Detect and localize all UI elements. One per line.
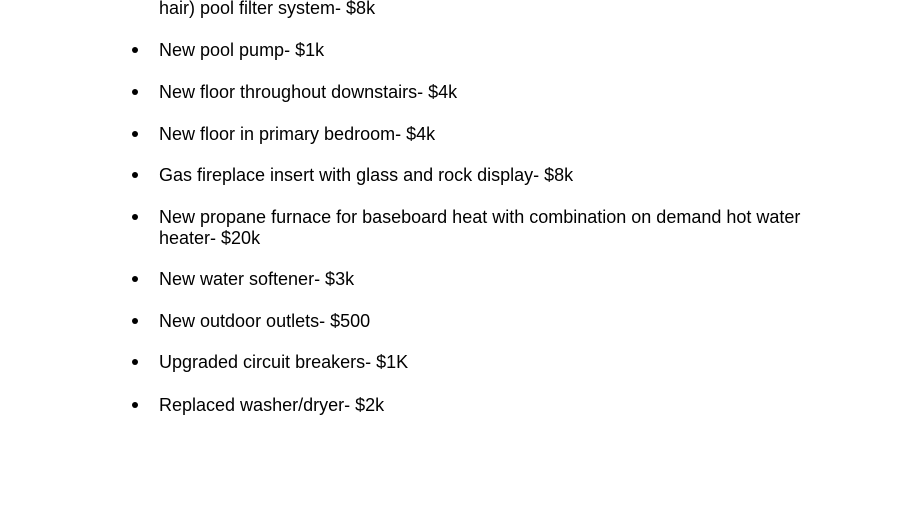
bullet-icon — [132, 89, 138, 95]
list-item-text: Upgraded circuit breakers- $1K — [159, 352, 409, 372]
bullet-icon — [132, 318, 138, 324]
list-item — [159, 207, 809, 249]
list-item-text: New outdoor outlets- $500 — [159, 311, 371, 331]
list-item — [159, 40, 809, 61]
bullet-icon — [132, 276, 138, 282]
list-item-text: Gas fireplace insert with glass and rock display- $8k — [159, 165, 574, 185]
list-item-text: New floor in primary bedroom- $4k — [159, 124, 436, 144]
list-item-text: New water softener- $3k — [159, 269, 355, 289]
bullet-icon — [132, 402, 138, 408]
list-item — [159, 311, 809, 332]
bullet-icon — [132, 47, 138, 53]
list-item — [159, 82, 809, 103]
list-item — [159, 352, 809, 373]
bullet-icon — [132, 172, 138, 178]
list-item — [159, 124, 809, 145]
bullet-icon — [132, 131, 138, 137]
list-item — [159, 269, 809, 290]
list-item — [159, 395, 809, 416]
bullet-icon — [132, 214, 138, 220]
bullet-icon — [132, 359, 138, 365]
list-item-text: New floor throughout downstairs- $4k — [159, 82, 458, 102]
continued-text-line: hair) pool filter system- $8k — [159, 0, 376, 18]
list-item-text: New propane furnace for baseboard heat with combination on demand hot water heater- $20k — [159, 207, 801, 248]
list-item — [159, 165, 809, 186]
list-item-text: Replaced washer/dryer- $2k — [159, 395, 385, 415]
list-item-text: New pool pump- $1k — [159, 40, 325, 60]
